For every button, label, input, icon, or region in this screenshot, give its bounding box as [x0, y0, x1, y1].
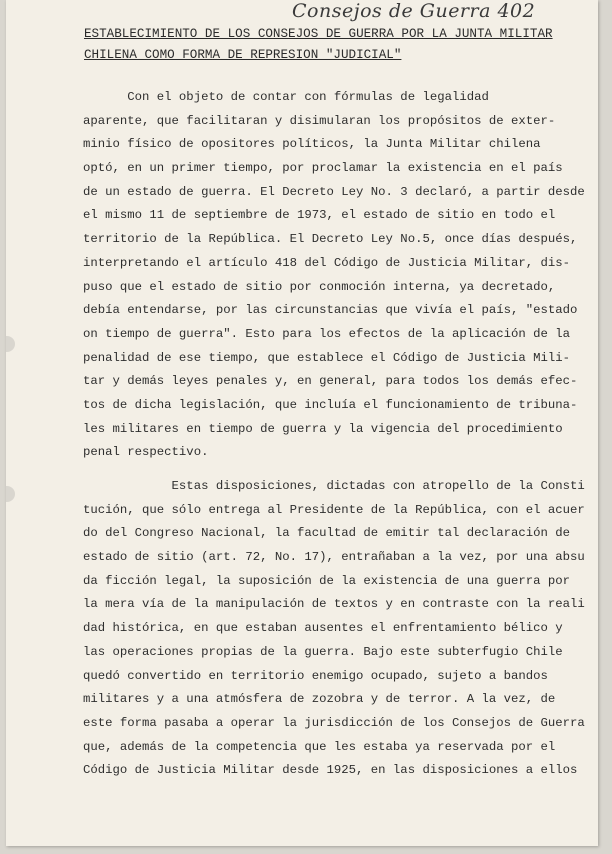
- text-line: el mismo 11 de septiembre de 1973, el estado de sitio en todo el: [83, 208, 556, 223]
- text-line: este forma pasaba a operar la jurisdicción de los Consejos de Guerra: [83, 715, 585, 730]
- text-line: tución, que sólo entrega al Presidente de la República, con el acuer: [83, 502, 585, 517]
- text-line: puso que el estado de sitio por conmoción interna, ya decretado,: [83, 279, 556, 294]
- text-line: Con el objeto de contar con fórmulas de legalidad: [83, 90, 489, 104]
- text-line: on tiempo de guerra". Esto para los efectos de la aplicación de la: [83, 326, 571, 341]
- text-line: da ficción legal, la suposición de la existencia de una guerra por: [83, 573, 571, 588]
- text-line: territorio de la República. El Decreto Ley No.5, once días después,: [83, 232, 578, 247]
- text-line: les militares en tiempo de guerra y la vigencia del procedimiento: [83, 421, 563, 436]
- document-title: [84, 24, 584, 66]
- title-line: CHILENA COMO FORMA DE REPRESION "JUDICIAL": [84, 48, 402, 62]
- text-line: la mera vía de la manipulación de textos y en contraste con la reali: [83, 597, 585, 612]
- punch-hole: [6, 336, 15, 352]
- text-line: Estas disposiciones, dictadas con atropello de la Consti: [83, 479, 585, 493]
- text-line: tos de dicha legislación, que incluía el funcionamiento de tribuna-: [83, 397, 578, 412]
- text-line: quedó convertido en territorio enemigo ocupado, sujeto a bandos: [83, 668, 548, 683]
- text-line: militares y a una atmósfera de zozobra y de terror. A la vez, de: [83, 692, 556, 707]
- text-line: debía entendarse, por las circunstancias que vivía el país, "estado: [83, 303, 578, 318]
- body-text: [83, 86, 593, 783]
- text-line: optó, en un primer tiempo, por proclamar la existencia en el país: [83, 161, 563, 176]
- text-line: estado de sitio (art. 72, No. 17), entrañaban a la vez, por una absu: [83, 550, 585, 565]
- text-line: penal respectivo.: [83, 445, 209, 460]
- punch-hole: [6, 486, 15, 502]
- text-line: tar y demás leyes penales y, en general, para todos los demás efec-: [83, 374, 578, 389]
- paragraph-1: [83, 86, 593, 465]
- text-line: que, además de la competencia que les estaba ya reservada por el: [83, 739, 556, 754]
- text-line: dad histórica, en que estaban ausentes el enfrentamiento bélico y: [83, 621, 563, 636]
- handwritten-annotation: Consejos de Guerra 402: [292, 0, 536, 22]
- text-line: do del Congreso Nacional, la facultad de emitir tal declaración de: [83, 526, 571, 541]
- text-line: penalidad de ese tiempo, que establece el Código de Justicia Mili-: [83, 350, 571, 365]
- title-line: ESTABLECIMIENTO DE LOS CONSEJOS DE GUERRA POR LA JUNTA MILITAR: [84, 27, 553, 41]
- text-line: las operaciones propias de la guerra. Bajo este subterfugio Chile: [83, 644, 563, 659]
- text-line: aparente, que facilitaran y disimularan los propósitos de exter-: [83, 113, 556, 128]
- text-line: de un estado de guerra. El Decreto Ley No. 3 declaró, a partir desde: [83, 184, 585, 199]
- paragraph-2: [83, 475, 593, 783]
- text-line: interpretando el artículo 418 del Código de Justicia Militar, dis-: [83, 255, 571, 270]
- text-line: minio físico de opositores políticos, la Junta Militar chilena: [83, 137, 541, 152]
- text-line: Código de Justicia Militar desde 1925, en las disposiciones a ellos: [83, 763, 578, 778]
